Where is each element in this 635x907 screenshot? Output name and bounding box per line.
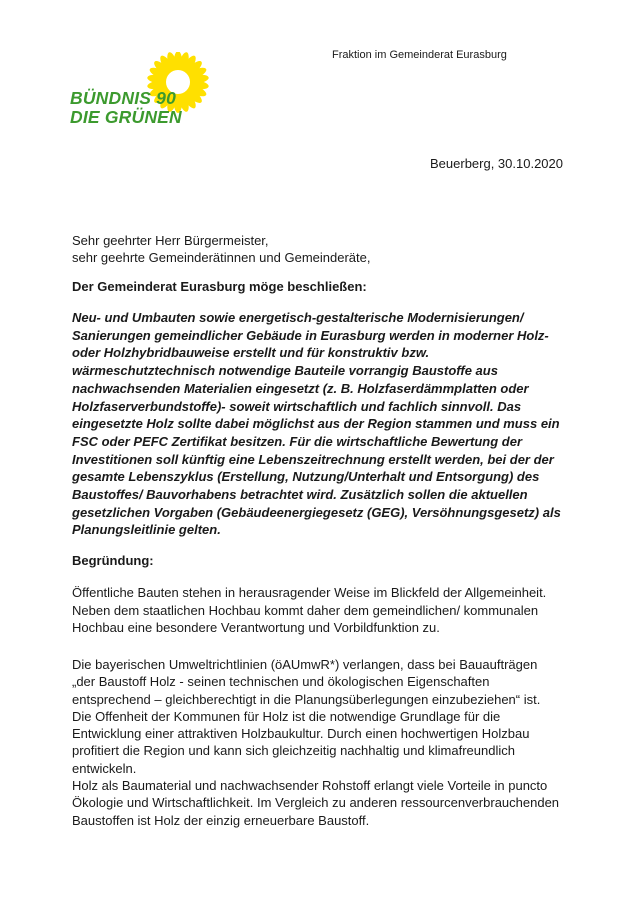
- resolution-line: eingesetzte Holz sollte dabei möglichst aus der Region stammen und muss ein: [72, 416, 560, 432]
- paragraph-line: Neben dem staatlichen Hochbau kommt daher dem gemeindlichen/ kommunalen: [72, 602, 539, 618]
- reason-paragraph-2: [72, 656, 568, 829]
- salutation-line: sehr geehrte Gemeinderätinnen und Gemeinderäte,: [72, 250, 371, 265]
- faction-header: Fraktion im Gemeinderat Eurasburg: [332, 49, 507, 61]
- resolution-line: Holzfaserverbundstoffe)- soweit wirtschaftlich und fachlich sinnvoll. Das: [72, 398, 522, 414]
- decision-title: Der Gemeinderat Eurasburg möge beschließen:: [72, 279, 367, 294]
- logo-line-1: BÜNDNIS 90: [70, 88, 177, 108]
- paragraph-line: entwickeln.: [72, 760, 137, 776]
- resolution-line: oder Holzhybridbauweise erstellt und für konstruktiv bzw.: [72, 345, 430, 361]
- resolution-line: gesamte Lebenszyklus (Erstellung, Nutzung/Unterhalt und Entsorgung) des: [72, 469, 540, 485]
- salutation: [72, 232, 568, 266]
- paragraph-line: Baustoffen ist Holz der einzig erneuerbare Baustoff.: [72, 812, 370, 828]
- paragraph-line: Entwicklung einer attraktiven Holzbaukultur. Durch einen hochwertigen Holzbau: [72, 726, 530, 742]
- letter-date: Beuerberg, 30.10.2020: [430, 156, 563, 171]
- resolution-line: Planungsleitlinie gelten.: [72, 522, 221, 538]
- paragraph-line: Hochbau eine besondere Verantwortung und Vorbildfunktion zu.: [72, 620, 440, 635]
- paragraph-line: „der Baustoff Holz - seinen technischen und ökologischen Eigenschaften: [72, 674, 490, 690]
- paragraph-line: Ökologie und Wirtschaftlichkeit. Im Vergleich zu anderen ressourcenverbrauchenden: [72, 795, 560, 811]
- salutation-line: Sehr geehrter Herr Bürgermeister,: [72, 233, 269, 248]
- paragraph-line: profitiert die Region und kann sich gleichzeitig nachhaltig und klimafreundlich: [72, 743, 515, 759]
- resolution-line: gesetzlichen Vorgaben (Gebäudeenergiegesetz (GEG), Versöhnungsgesetz) als: [72, 504, 561, 520]
- party-logo: [70, 52, 210, 138]
- paragraph-line: Öffentliche Bauten stehen in herausragender Weise im Blickfeld der Allgemeinheit.: [72, 585, 547, 600]
- resolution-line: Investitionen soll künftig eine Lebenszeitrechnung erstellt werden, bei der der: [72, 451, 554, 467]
- paragraph-line: Die bayerischen Umweltrichtlinien (öAUmwR*) verlangen, dass bei Bauaufträgen: [72, 657, 538, 672]
- resolution-text: [72, 309, 568, 539]
- reason-paragraph-1: [72, 584, 568, 637]
- paragraph-line: entsprechend – gleichberechtigt in die Planungsüberlegungen einzubeziehen“ ist.: [72, 691, 541, 707]
- reason-title: Begründung:: [72, 553, 154, 568]
- resolution-line: Sanierungen gemeindlicher Gebäude in Eurasburg werden in moderner Holz-: [72, 327, 549, 343]
- resolution-line: Baustoffes/ Bauvorhabens betrachtet wird. Zusätzlich sollen die aktuellen: [72, 487, 528, 503]
- paragraph-line: Die Offenheit der Kommunen für Holz ist die notwendige Grundlage für die: [72, 708, 501, 724]
- resolution-line: Neu- und Umbauten sowie energetisch-gestalterische Modernisierungen/: [72, 310, 524, 325]
- resolution-line: FSC oder PEFC Zertifikat besitzen. Für die wirtschaftliche Bewertung der: [72, 433, 523, 449]
- resolution-line: wärmeschutztechnisch notwendige Bauteile vorrangig Baustoffe aus: [72, 363, 498, 379]
- logo-line-2: DIE GRÜNEN: [70, 107, 182, 127]
- resolution-line: nachwachsenden Materialien eingesetzt (z. B. Holzfaserdämmplatten oder: [72, 380, 529, 396]
- paragraph-line: Holz als Baumaterial und nachwachsender Rohstoff erlangt viele Vorteile in puncto: [72, 778, 548, 794]
